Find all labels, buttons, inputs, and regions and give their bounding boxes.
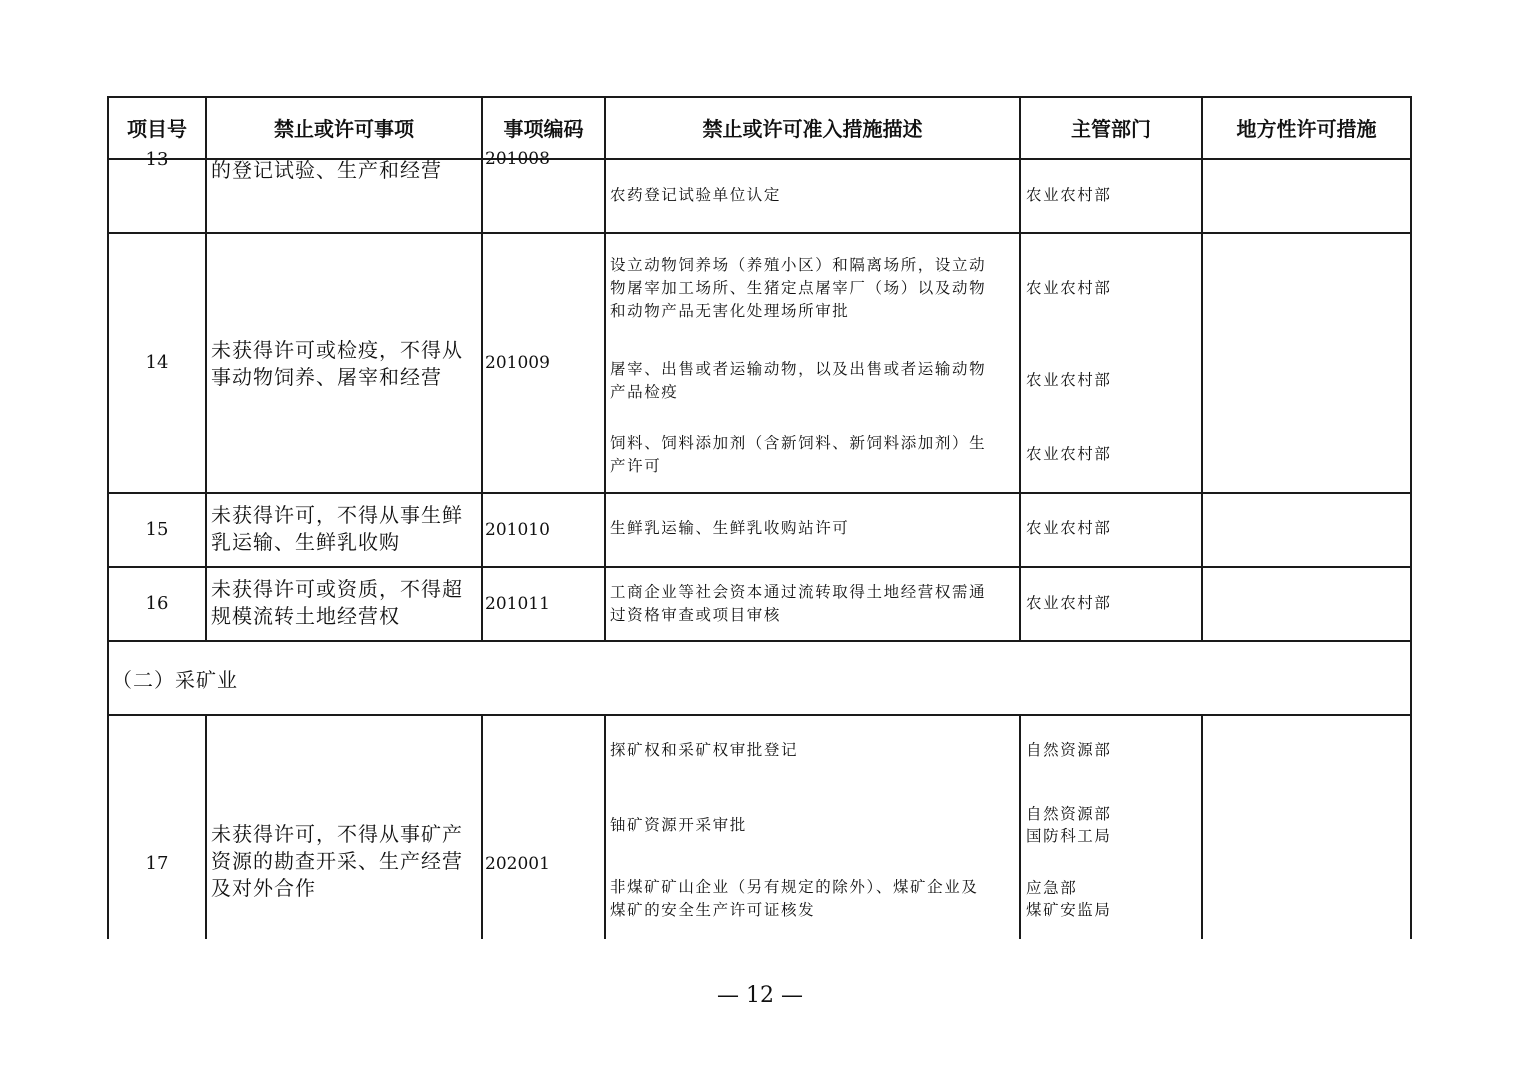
table-right-border	[1410, 96, 1412, 939]
row-16-dept: 农业农村部	[1026, 594, 1112, 612]
row-14-item-line1: 未获得许可或检疫，不得从	[211, 338, 463, 362]
row-14-item-line2: 事动物饲养、屠宰和经营	[211, 365, 442, 389]
row-divider	[107, 566, 1412, 568]
row-17-item-line3: 及对外合作	[211, 876, 316, 900]
row-17-measure-3-dept-line2: 煤矿安监局	[1026, 901, 1112, 919]
row-16-item-line2: 规模流转土地经营权	[211, 604, 400, 628]
header-item-code: 事项编码	[503, 117, 584, 141]
row-13-dept: 农业农村部	[1026, 186, 1112, 204]
row-14-measure-2-dept: 农业农村部	[1026, 371, 1112, 389]
row-17-number: 17	[145, 853, 169, 874]
column-divider	[1201, 714, 1203, 939]
row-15-number: 15	[145, 519, 169, 540]
table-top-border	[107, 96, 1412, 98]
table-left-border	[107, 96, 109, 939]
row-14-measure-2-line2: 产品检疫	[610, 383, 679, 401]
row-16-number: 16	[145, 593, 169, 614]
row-17-item-line1: 未获得许可，不得从事矿产	[211, 822, 463, 846]
row-14-measure-1-line2: 物屠宰加工场所、生猪定点屠宰厂（场）以及动物	[610, 279, 987, 297]
row-13-code: 201008	[485, 149, 550, 169]
row-13-measure-desc: 农药登记试验单位认定	[610, 186, 782, 204]
column-divider	[1019, 714, 1021, 939]
row-17-measure-2-desc: 铀矿资源开采审批	[610, 816, 747, 834]
row-17-measure-3-line2: 煤矿的安全生产许可证核发	[610, 901, 816, 919]
row-16-measure-line1: 工商企业等社会资本通过流转取得土地经营权需通	[610, 583, 987, 601]
header-department: 主管部门	[1071, 117, 1151, 141]
row-14-measure-1-line1: 设立动物饲养场（养殖小区）和隔离场所，设立动	[610, 256, 987, 274]
row-divider	[107, 492, 1412, 494]
header-project-number: 项目号	[127, 117, 187, 141]
row-divider	[107, 640, 1412, 642]
column-divider	[205, 714, 207, 939]
column-divider	[481, 714, 483, 939]
row-14-measure-1-dept: 农业农村部	[1026, 279, 1112, 297]
section-heading-mining: （二）采矿业	[112, 668, 238, 692]
row-13-code-clip	[485, 149, 595, 172]
row-17-measure-2-dept-line1: 自然资源部	[1026, 805, 1112, 823]
column-divider	[604, 714, 606, 939]
row-13-item: 的登记试验、生产和经营	[211, 158, 442, 182]
header-item: 禁止或许可事项	[274, 117, 414, 141]
column-divider	[604, 96, 606, 642]
row-17-measure-2-dept-line2: 国防科工局	[1026, 827, 1112, 845]
row-14-measure-3-line2: 产许可	[610, 457, 662, 475]
row-14-measure-1-line3: 和动物产品无害化处理场所审批	[610, 302, 850, 320]
row-14-measure-3-dept: 农业农村部	[1026, 445, 1112, 463]
row-13-number-clip	[108, 149, 206, 174]
row-14-measure-3-line1: 饲料、饲料添加剂（含新饲料、新饲料添加剂）生	[610, 434, 987, 452]
row-divider	[107, 232, 1412, 234]
row-17-item-line2: 资源的勘查开采、生产经营	[211, 849, 463, 873]
row-14-code: 201009	[485, 353, 550, 373]
column-divider	[1201, 96, 1203, 642]
row-17-measure-3-dept-line1: 应急部	[1026, 879, 1078, 897]
row-15-item-line1: 未获得许可，不得从事生鲜	[211, 503, 463, 527]
column-divider	[481, 96, 483, 642]
row-17-measure-3-line1: 非煤矿矿山企业（另有规定的除外）、煤矿企业及	[610, 878, 979, 896]
row-13-number: 13	[145, 149, 169, 170]
row-17-code: 202001	[485, 854, 550, 874]
row-15-code: 201010	[485, 520, 550, 540]
row-divider	[107, 714, 1412, 716]
row-17-measure-1-desc: 探矿权和采矿权审批登记	[610, 741, 799, 759]
row-15-item-line2: 乳运输、生鲜乳收购	[211, 530, 400, 554]
row-16-measure-line2: 过资格审查或项目审核	[610, 606, 782, 624]
page-number: — 12 —	[717, 983, 803, 1008]
row-16-code: 201011	[485, 594, 550, 614]
row-15-dept: 农业农村部	[1026, 519, 1112, 537]
header-measure-description: 禁止或许可准入措施描述	[702, 117, 923, 141]
row-14-measure-2-line1: 屠宰、出售或者运输动物，以及出售或者运输动物	[610, 360, 987, 378]
row-17-measure-1-dept: 自然资源部	[1026, 741, 1112, 759]
row-14-number: 14	[145, 352, 169, 373]
header-local-measures: 地方性许可措施	[1236, 117, 1377, 141]
row-15-measure-desc: 生鲜乳运输、生鲜乳收购站许可	[610, 519, 850, 537]
column-divider	[1019, 96, 1021, 642]
row-16-item-line1: 未获得许可或资质，不得超	[211, 577, 463, 601]
